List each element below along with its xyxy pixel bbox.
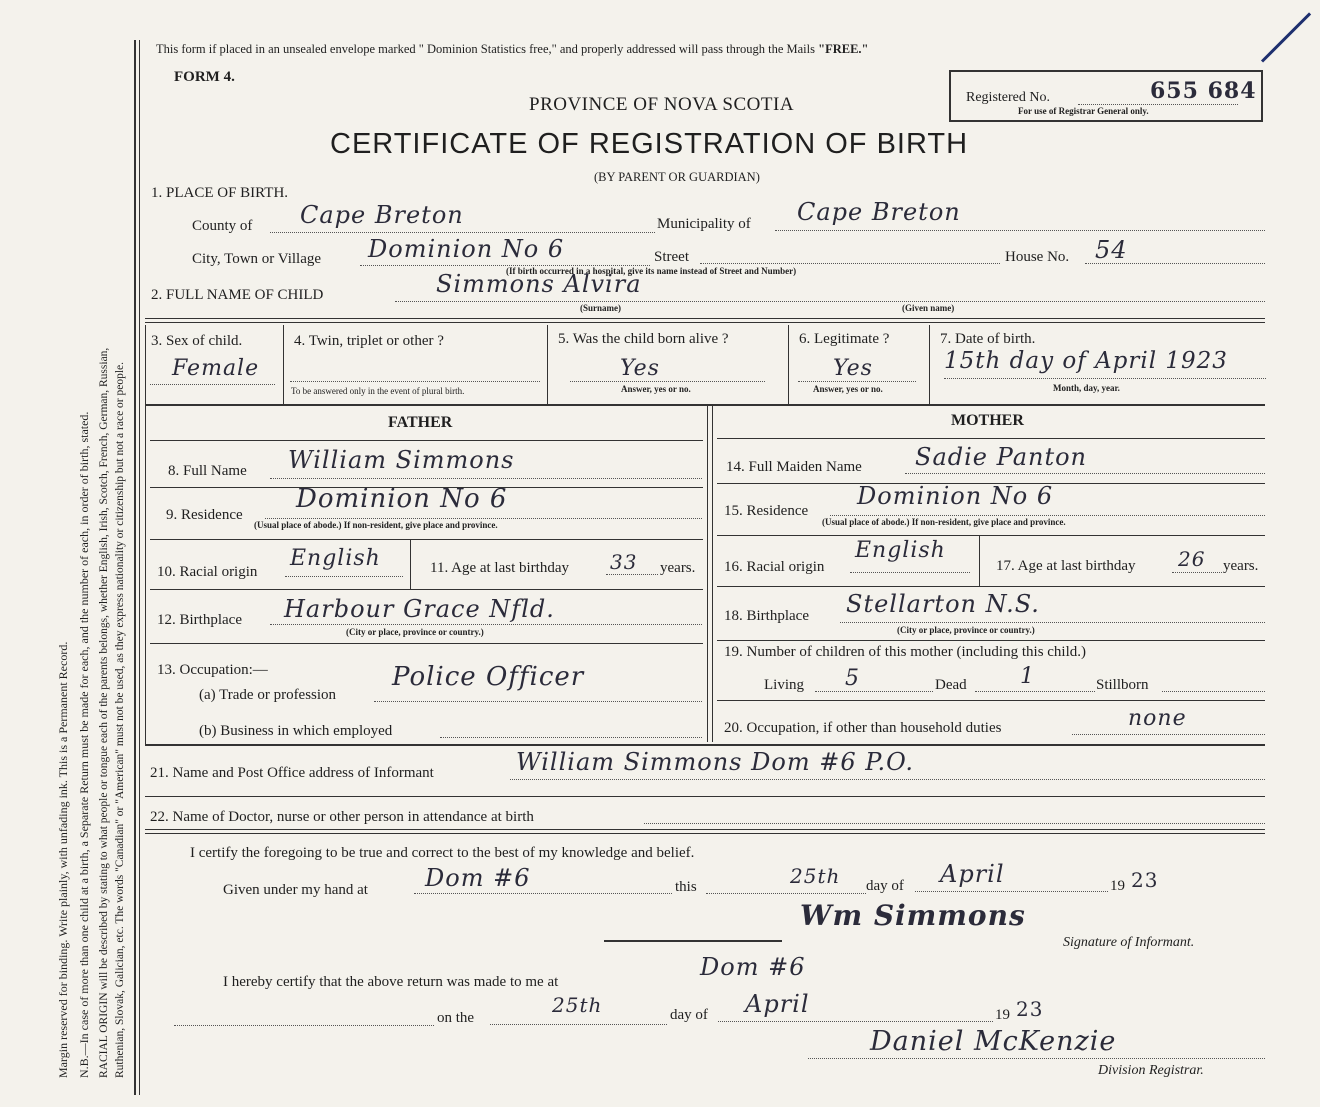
father-residence-note: (Usual place of abode.) If non-resident, give place and province. xyxy=(254,520,498,530)
twin-label: 4. Twin, triplet or other ? xyxy=(294,333,444,349)
mother-age-label: 17. Age at last birthday xyxy=(996,558,1136,574)
mother-children-label: 19. Number of children of this mother (including this child.) xyxy=(724,644,1087,660)
child-name-value: Simmons Alvira xyxy=(436,270,642,298)
mother-residence-label: 15. Residence xyxy=(724,503,809,519)
given-year-prefix: 19 xyxy=(1110,878,1125,894)
mother-birthplace-note: (City or place, province or country.) xyxy=(897,625,1035,635)
given-day-value: 25th xyxy=(790,864,841,888)
this-label: this xyxy=(675,879,697,895)
municipality-label: Municipality of xyxy=(657,216,751,232)
father-business-label: (b) Business in which employed xyxy=(199,723,393,739)
father-racial-label: 10. Racial origin xyxy=(157,564,258,580)
father-heading: FATHER xyxy=(388,414,453,431)
father-birthplace-label: 12. Birthplace xyxy=(157,612,242,628)
registrar-year-suffix: 23 xyxy=(1016,997,1044,1021)
margin-rule xyxy=(134,40,136,1095)
mother-birthplace-label: 18. Birthplace xyxy=(724,608,809,624)
margin-note-binding: Margin reserved for binding. Write plainly, with unfading ink. This is a Permanent Record. xyxy=(56,641,70,1078)
mother-age-unit: years. xyxy=(1223,558,1259,574)
father-racial-value: English xyxy=(290,546,381,571)
registered-label: Registered No. xyxy=(966,90,1050,105)
city-label: City, Town or Village xyxy=(192,251,322,267)
mother-racial-value: English xyxy=(855,538,946,563)
county-value: Cape Breton xyxy=(300,201,464,229)
margin-note-racial-origin-cont: Ruthenian, Slovak, Galician, etc. The words "Canadian" or "American" must not be used, as they express nationality or citizenship but not a race or people. xyxy=(114,361,126,1078)
doctor-label: 22. Name of Doctor, nurse or other person in attendance at birth xyxy=(150,809,534,825)
father-age-value: 33 xyxy=(610,550,638,574)
registered-note: For use of Registrar General only. xyxy=(1018,106,1149,116)
street-label: Street xyxy=(654,249,689,265)
mother-racial-label: 16. Racial origin xyxy=(724,559,825,575)
alive-value: Yes xyxy=(620,356,660,381)
mother-residence-note: (Usual place of abode.) If non-resident, give place and province. xyxy=(822,517,1066,527)
father-name-label: 8. Full Name xyxy=(168,463,247,479)
father-birthplace-value: Harbour Grace Nfld. xyxy=(284,595,555,623)
dead-label: Dead xyxy=(935,677,967,693)
given-month-value: April xyxy=(940,860,1005,888)
living-value: 5 xyxy=(845,666,860,691)
legitimate-value: Yes xyxy=(833,356,873,381)
registrar-statement: I hereby certify that the above return was made to me at xyxy=(223,974,559,990)
informant-signature-label: Signature of Informant. xyxy=(1063,935,1195,950)
margin-note-racial-origin: RACIAL ORIGIN will be described by stating to what people or tongue each of the parents belongs, whether English, Irish, Scotch, French, German, Russian, xyxy=(98,347,110,1078)
mail-free: "FREE." xyxy=(818,42,869,56)
mother-birthplace-value: Stellarton N.S. xyxy=(846,590,1040,618)
county-label: County of xyxy=(192,218,253,234)
given-day-of-label: day of xyxy=(866,878,904,894)
father-age-label: 11. Age at last birthday xyxy=(430,560,569,576)
pen-stroke xyxy=(1261,12,1311,62)
alive-note: Answer, yes or no. xyxy=(621,384,691,394)
hospital-note: (If birth occurred in a hospital, give its name instead of Street and Number) xyxy=(506,266,797,276)
living-label: Living xyxy=(764,677,804,693)
twin-note: To be answered only in the event of plural birth. xyxy=(291,386,465,396)
legitimate-note: Answer, yes or no. xyxy=(813,384,883,394)
given-year-suffix: 23 xyxy=(1131,868,1159,892)
registrar-day-of-label: day of xyxy=(670,1007,708,1023)
informant-signature: Wm Simmons xyxy=(800,899,1026,932)
given-place-value: Dom #6 xyxy=(425,864,531,892)
registered-number: 655 684 xyxy=(1150,78,1257,104)
dob-label: 7. Date of birth. xyxy=(940,331,1036,347)
informant-value: William Simmons Dom #6 P.O. xyxy=(516,748,915,776)
registrar-day-value: 25th xyxy=(552,993,603,1017)
registrar-year-prefix: 19 xyxy=(995,1007,1010,1023)
house-label: House No. xyxy=(1005,249,1070,265)
registrar-signature-label: Division Registrar. xyxy=(1098,1063,1204,1078)
certify-statement: I certify the foregoing to be true and correct to the best of my knowledge and belief. xyxy=(190,845,695,861)
mail-notice: This form if placed in an unsealed envelope marked " Dominion Statistics free," and properly addressed will pass through the Mails "FREE." xyxy=(156,42,869,56)
sex-label: 3. Sex of child. xyxy=(151,333,243,349)
province-heading: PROVINCE OF NOVA SCOTIA xyxy=(529,94,795,115)
place-of-birth-heading: 1. PLACE OF BIRTH. xyxy=(151,185,289,201)
given-name-note: (Given name) xyxy=(902,303,955,313)
surname-note: (Surname) xyxy=(580,303,621,313)
father-residence-label: 9. Residence xyxy=(166,507,243,523)
father-occupation-label: 13. Occupation:— xyxy=(157,662,268,678)
father-name-value: William Simmons xyxy=(288,446,515,474)
margin-rule-inner xyxy=(139,40,140,1095)
mother-age-value: 26 xyxy=(1178,547,1206,571)
registrar-signature: Daniel McKenzie xyxy=(870,1026,1117,1057)
father-trade-label: (a) Trade or profession xyxy=(199,687,337,703)
certificate-title: CERTIFICATE OF REGISTRATION OF BIRTH xyxy=(330,128,969,160)
dead-value: 1 xyxy=(1020,664,1035,689)
mother-occupation-label: 20. Occupation, if other than household duties xyxy=(724,720,1002,736)
legitimate-label: 6. Legitimate ? xyxy=(799,331,890,347)
sex-value: Female xyxy=(172,356,260,381)
dob-note: Month, day, year. xyxy=(1053,383,1120,393)
dob-value: 15th day of April 1923 xyxy=(944,348,1228,374)
mother-heading: MOTHER xyxy=(951,412,1024,429)
child-name-label: 2. FULL NAME OF CHILD xyxy=(151,287,324,303)
registrar-on-the-label: on the xyxy=(437,1010,475,1026)
stillborn-label: Stillborn xyxy=(1096,677,1149,693)
father-age-unit: years. xyxy=(660,560,696,576)
father-residence-value: Dominion No 6 xyxy=(296,484,508,514)
municipality-value: Cape Breton xyxy=(797,198,961,226)
father-birthplace-note: (City or place, province or country.) xyxy=(346,627,484,637)
mother-name-value: Sadie Panton xyxy=(915,443,1088,471)
city-value: Dominion No 6 xyxy=(368,235,565,263)
alive-label: 5. Was the child born alive ? xyxy=(558,331,729,347)
registrar-month-value: April xyxy=(745,990,810,1018)
given-under-label: Given under my hand at xyxy=(223,882,368,898)
house-value: 54 xyxy=(1095,236,1128,264)
separator-line xyxy=(604,940,782,942)
informant-label: 21. Name and Post Office address of Informant xyxy=(150,765,434,781)
mother-occupation-value: none xyxy=(1128,706,1187,731)
margin-note-plural-birth: N.B.—In case of more than one child at a birth, a Separate Return must be made for each, and the number of each, in order of birth, stated. xyxy=(77,411,91,1078)
form-number: FORM 4. xyxy=(174,69,235,85)
father-trade-value: Police Officer xyxy=(392,662,585,692)
registrar-place-value: Dom #6 xyxy=(700,953,806,981)
mother-name-label: 14. Full Maiden Name xyxy=(726,459,862,475)
mother-residence-value: Dominion No 6 xyxy=(857,482,1054,510)
certificate-subtitle: (BY PARENT OR GUARDIAN) xyxy=(594,170,760,184)
